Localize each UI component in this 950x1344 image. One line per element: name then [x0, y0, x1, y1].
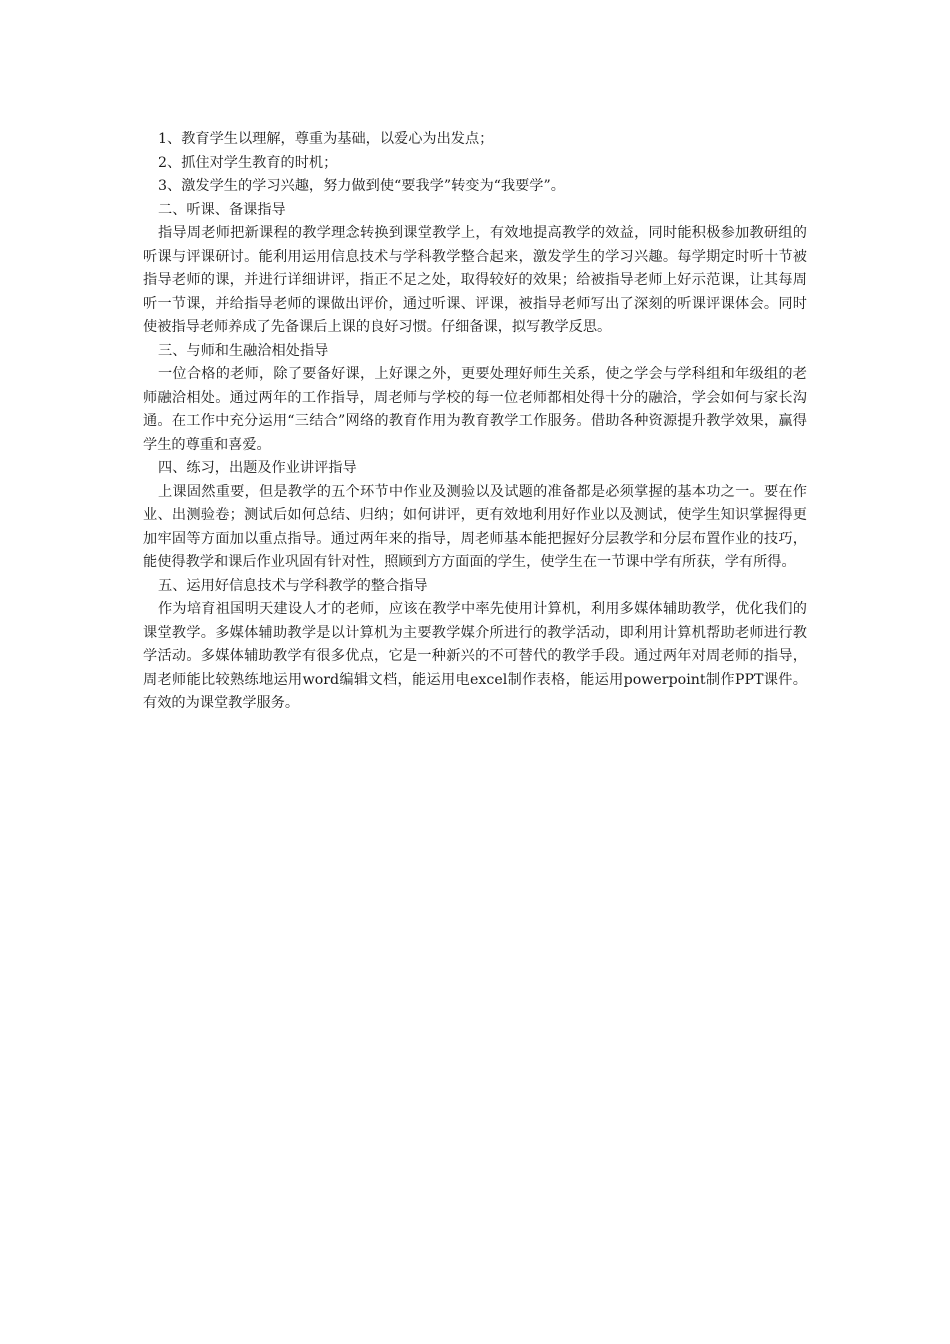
section-heading: 三、与师和生融洽相处指导: [158, 342, 329, 359]
section-paragraph: 作为培育祖国明天建设人才的老师，应该在教学中率先使用计算机，利用多媒体辅助教学，优化我们的课堂教学。多媒体辅助教学是以计算机为主要教学媒介所进行的教学活动，即利用计算机帮助老师进行教学活动。多媒体辅助教学有很多优点，它是一种新兴的不可替代的教学手段。通过两年对周老师的指导，周老师能比较熟练地运用word编辑文档，能运用电excel制作表格，能运用powerpoint制作PPT课件。有效的为课堂教学服务。: [143, 601, 807, 711]
list-item: 3、激发学生的学习兴趣，努力做到使“要我学”转变为“我要学”。: [158, 178, 565, 194]
section-heading: 四、练习，出题及作业讲评指导: [158, 460, 357, 476]
section-paragraph: 指导周老师把新课程的教学理念转换到课堂教学上，有效地提高教学的效益，同时能积极参加教研组的听课与评课研讨。能利用运用信息技术与学科教学整合起来，激发学生的学习兴趣。每学期定时听十节被指导老师的课，并进行详细讲评，指正不足之处，取得较好的效果；给被指导老师上好示范课，让其每周听一节课，并给指导老师的课做出评价，通过听课、评课，被指导老师写出了深刻的听课评课体会。同时使被指导老师养成了先备课后上课的良好习惯。仔细备课，拟写教学反思。: [143, 225, 807, 335]
document-page: [143, 128, 807, 716]
section-paragraph: 一位合格的老师，除了要备好课，上好课之外，更要处理好师生关系，使之学会与学科组和年级组的老师融洽相处。通过两年的工作指导，周老师与学校的每一位老师都相处得十分的融洽，学会如何与家长沟通。在工作中充分运用“三结合”网络的教育作用为教育教学工作服务。借助各种资源提升教学效果，赢得学生的尊重和喜爱。: [143, 366, 807, 453]
section-heading: 五、运用好信息技术与学科教学的整合指导: [158, 577, 428, 594]
list-item: 1、教育学生以理解，尊重为基础，以爱心为出发点；: [158, 131, 494, 147]
list-item: 2、抓住对学生教育的时机；: [158, 154, 338, 171]
section-heading: 二、听课、备课指导: [158, 201, 286, 218]
section-paragraph: 上课固然重要，但是教学的五个环节中作业及测验以及试题的准备都是必须掌握的基本功之一。要在作业、出测验卷；测试后如何总结、归纳；如何讲评，更有效地利用好作业以及测试，使学生知识掌握得更加牢固等方面加以重点指导。通过两年来的指导，周老师基本能把握好分层教学和分层布置作业的技巧，能使得教学和课后作业巩固有针对性，照顾到方方面面的学生，使学生在一节课中学有所获，学有所得。: [143, 483, 807, 570]
